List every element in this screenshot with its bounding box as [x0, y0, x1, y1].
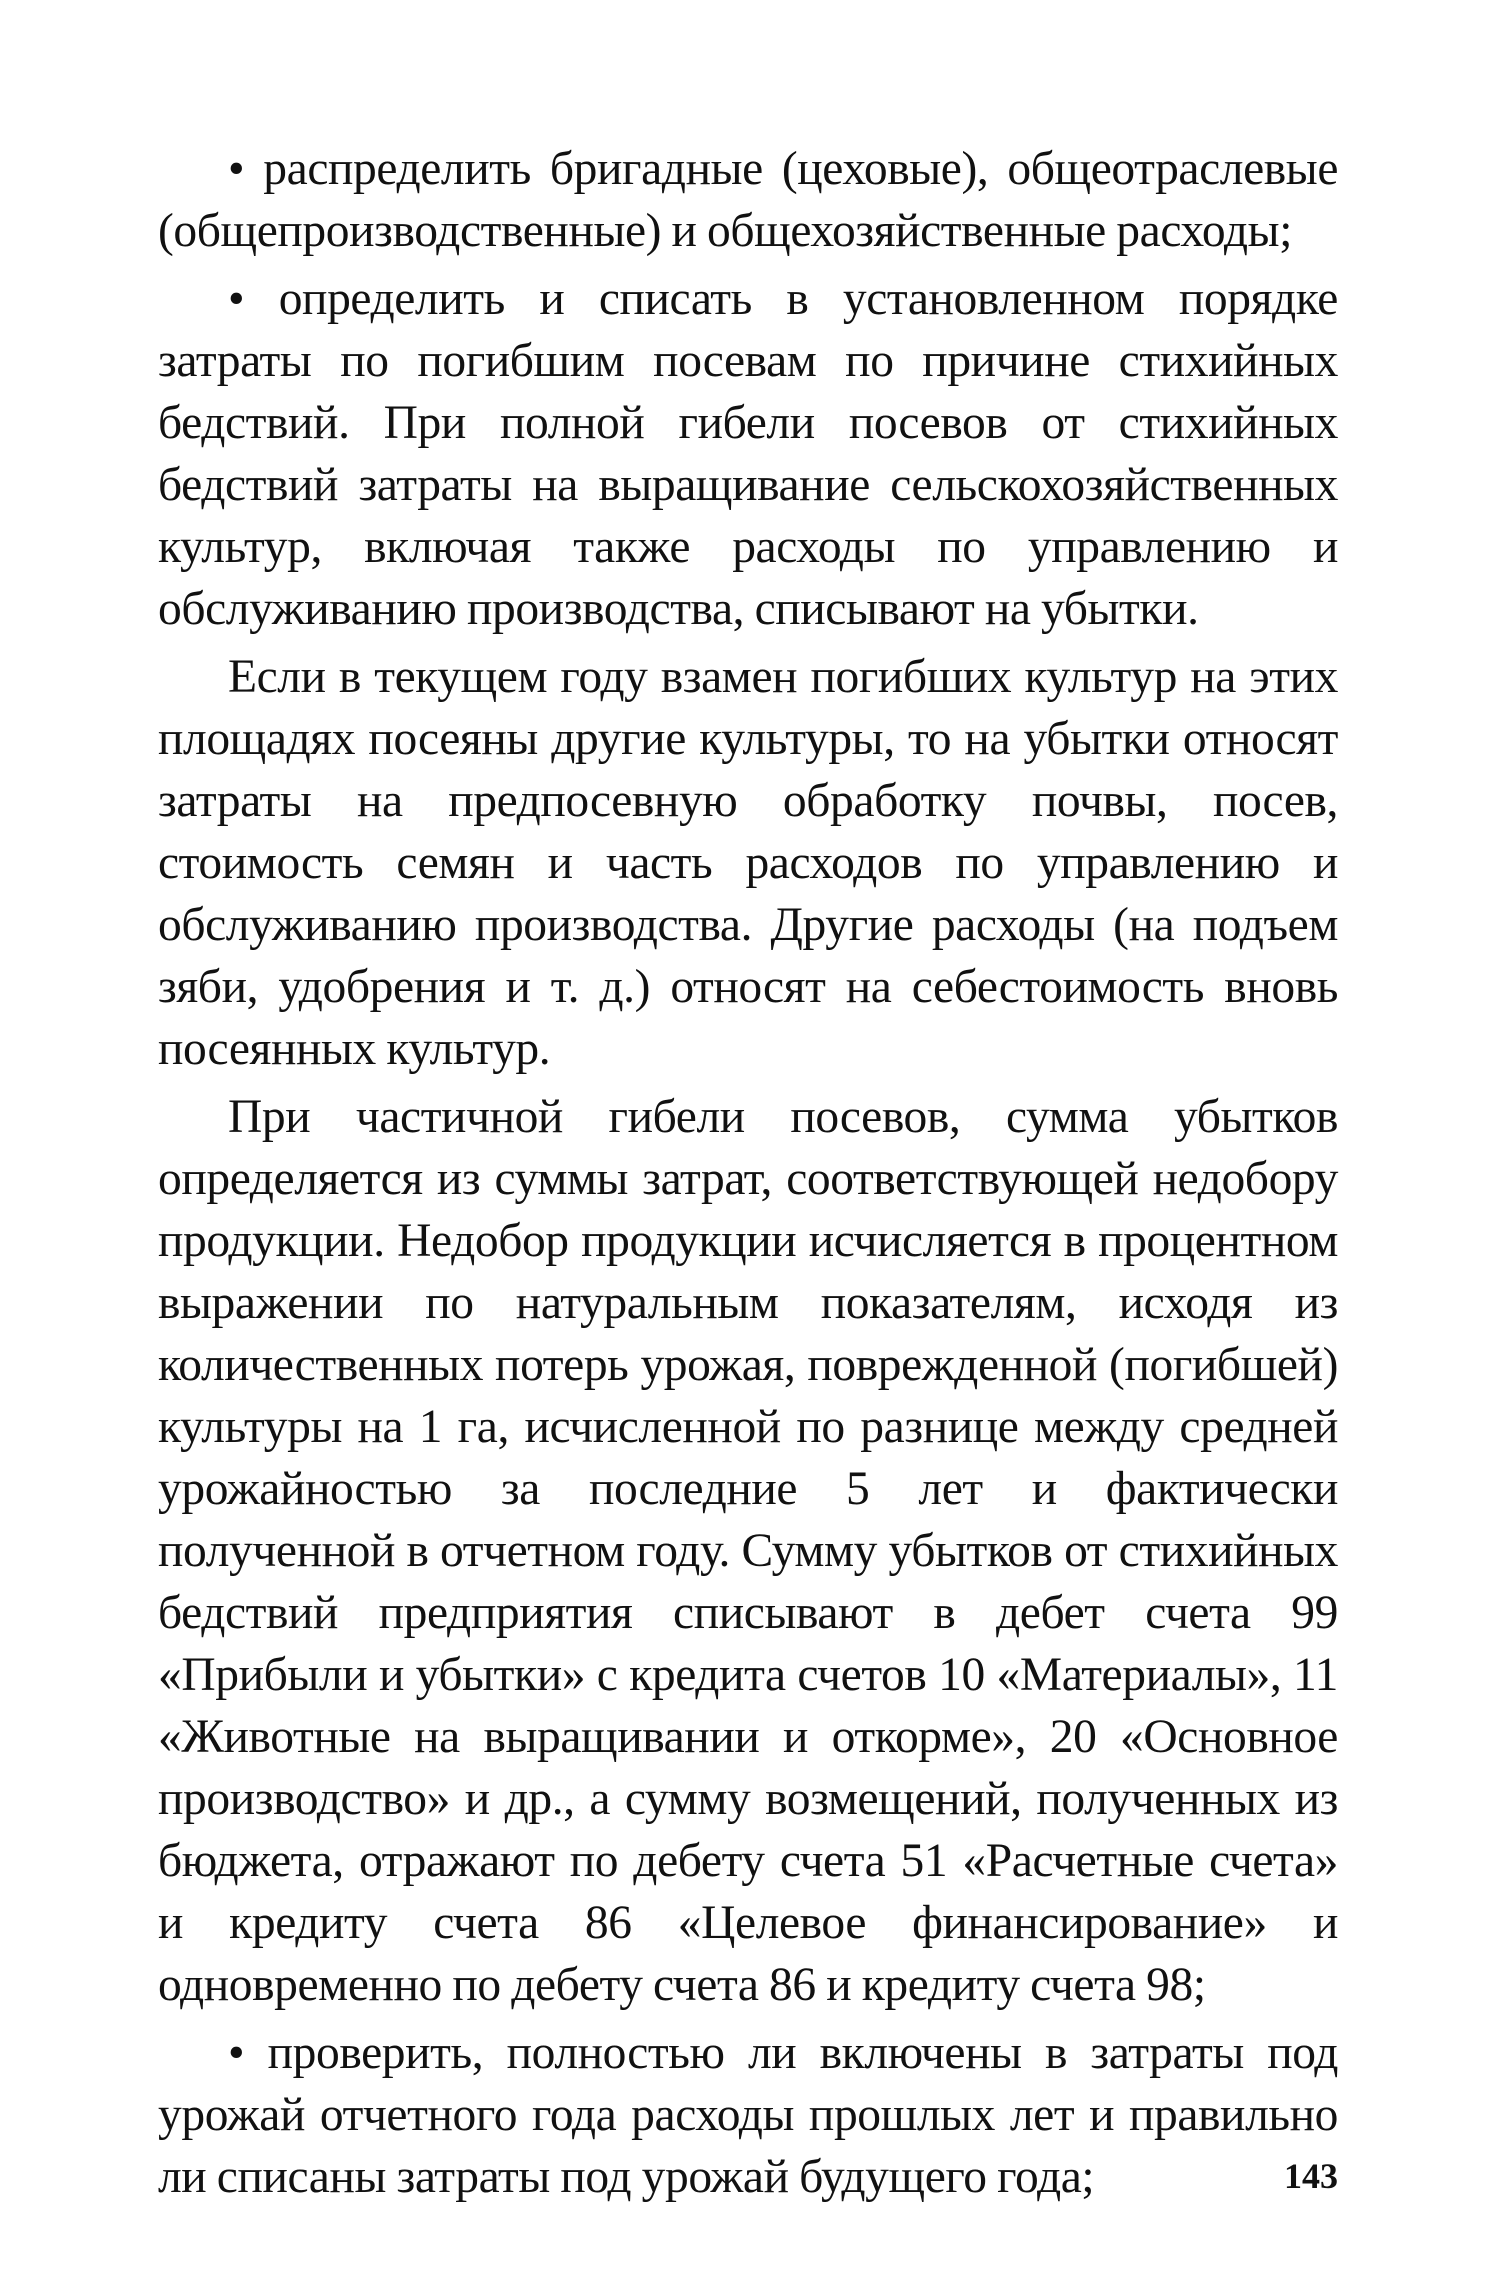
paragraph-replacement-crops: Если в текущем году взамен погибших культур на этих площадях посеяны другие культуры, то на убытки относят затраты на предпосевную обработку почвы, посев, стоимость семян и часть расходов по управлению и обслуживанию производства. Другие расходы (на подъем зяби, удобрения и т. д.) относят на себестоимость вновь посеянных культур. — [158, 651, 1338, 1075]
book-page — [158, 138, 1338, 2208]
paragraph-partial-loss: При частичной гибели посевов, сумма убытков определяется из суммы затрат, соответствующей недобору продукции. Недобор продукции исчисляется в процентном выражении по натуральным показателям, исходя из количественных потерь урожая, поврежденной (погибшей) культуры на 1 га, исчисленной по разнице между средней урожайностью за последние 5 лет и фактически полученной в отчетном году. Сумму убытков от стихийных бедствий предприятия списывают в дебет счета 99 «Прибыли и убытки» с кредита счетов 10 «Материалы», 11 «Животные на выращивании и откорме», 20 «Основное производство» и др., а сумму возмещений, полученных из бюджета, отражают по дебету счета 51 «Расчетные счета» и кредиту счета 86 «Целевое финансирование» и одновременно по дебету счета 86 и кредиту счета 98; — [158, 1091, 1338, 2011]
bullet-paragraph-lost-crops: • определить и списать в установленном порядке затраты по погибшим посевам по причине стихийных бедствий. При полной гибели посевов от стихийных бедствий затраты на выращивание сельскохозяйственных культур, включая также расходы по управлению и обслуживанию производства, списывают на убытки. — [158, 273, 1338, 635]
bullet-paragraph-overhead-costs: • распределить бригадные (цеховые), общеотраслевые (общепроизводственные) и общехозяйственные расходы; — [158, 143, 1338, 257]
bullet-paragraph-check-costs: • проверить, полностью ли включены в затраты под урожай отчетного года расходы прошлых лет и правильно ли списаны затраты под урожай будущего года; — [158, 2027, 1338, 2203]
page-number: 143 — [1284, 2156, 1338, 2196]
